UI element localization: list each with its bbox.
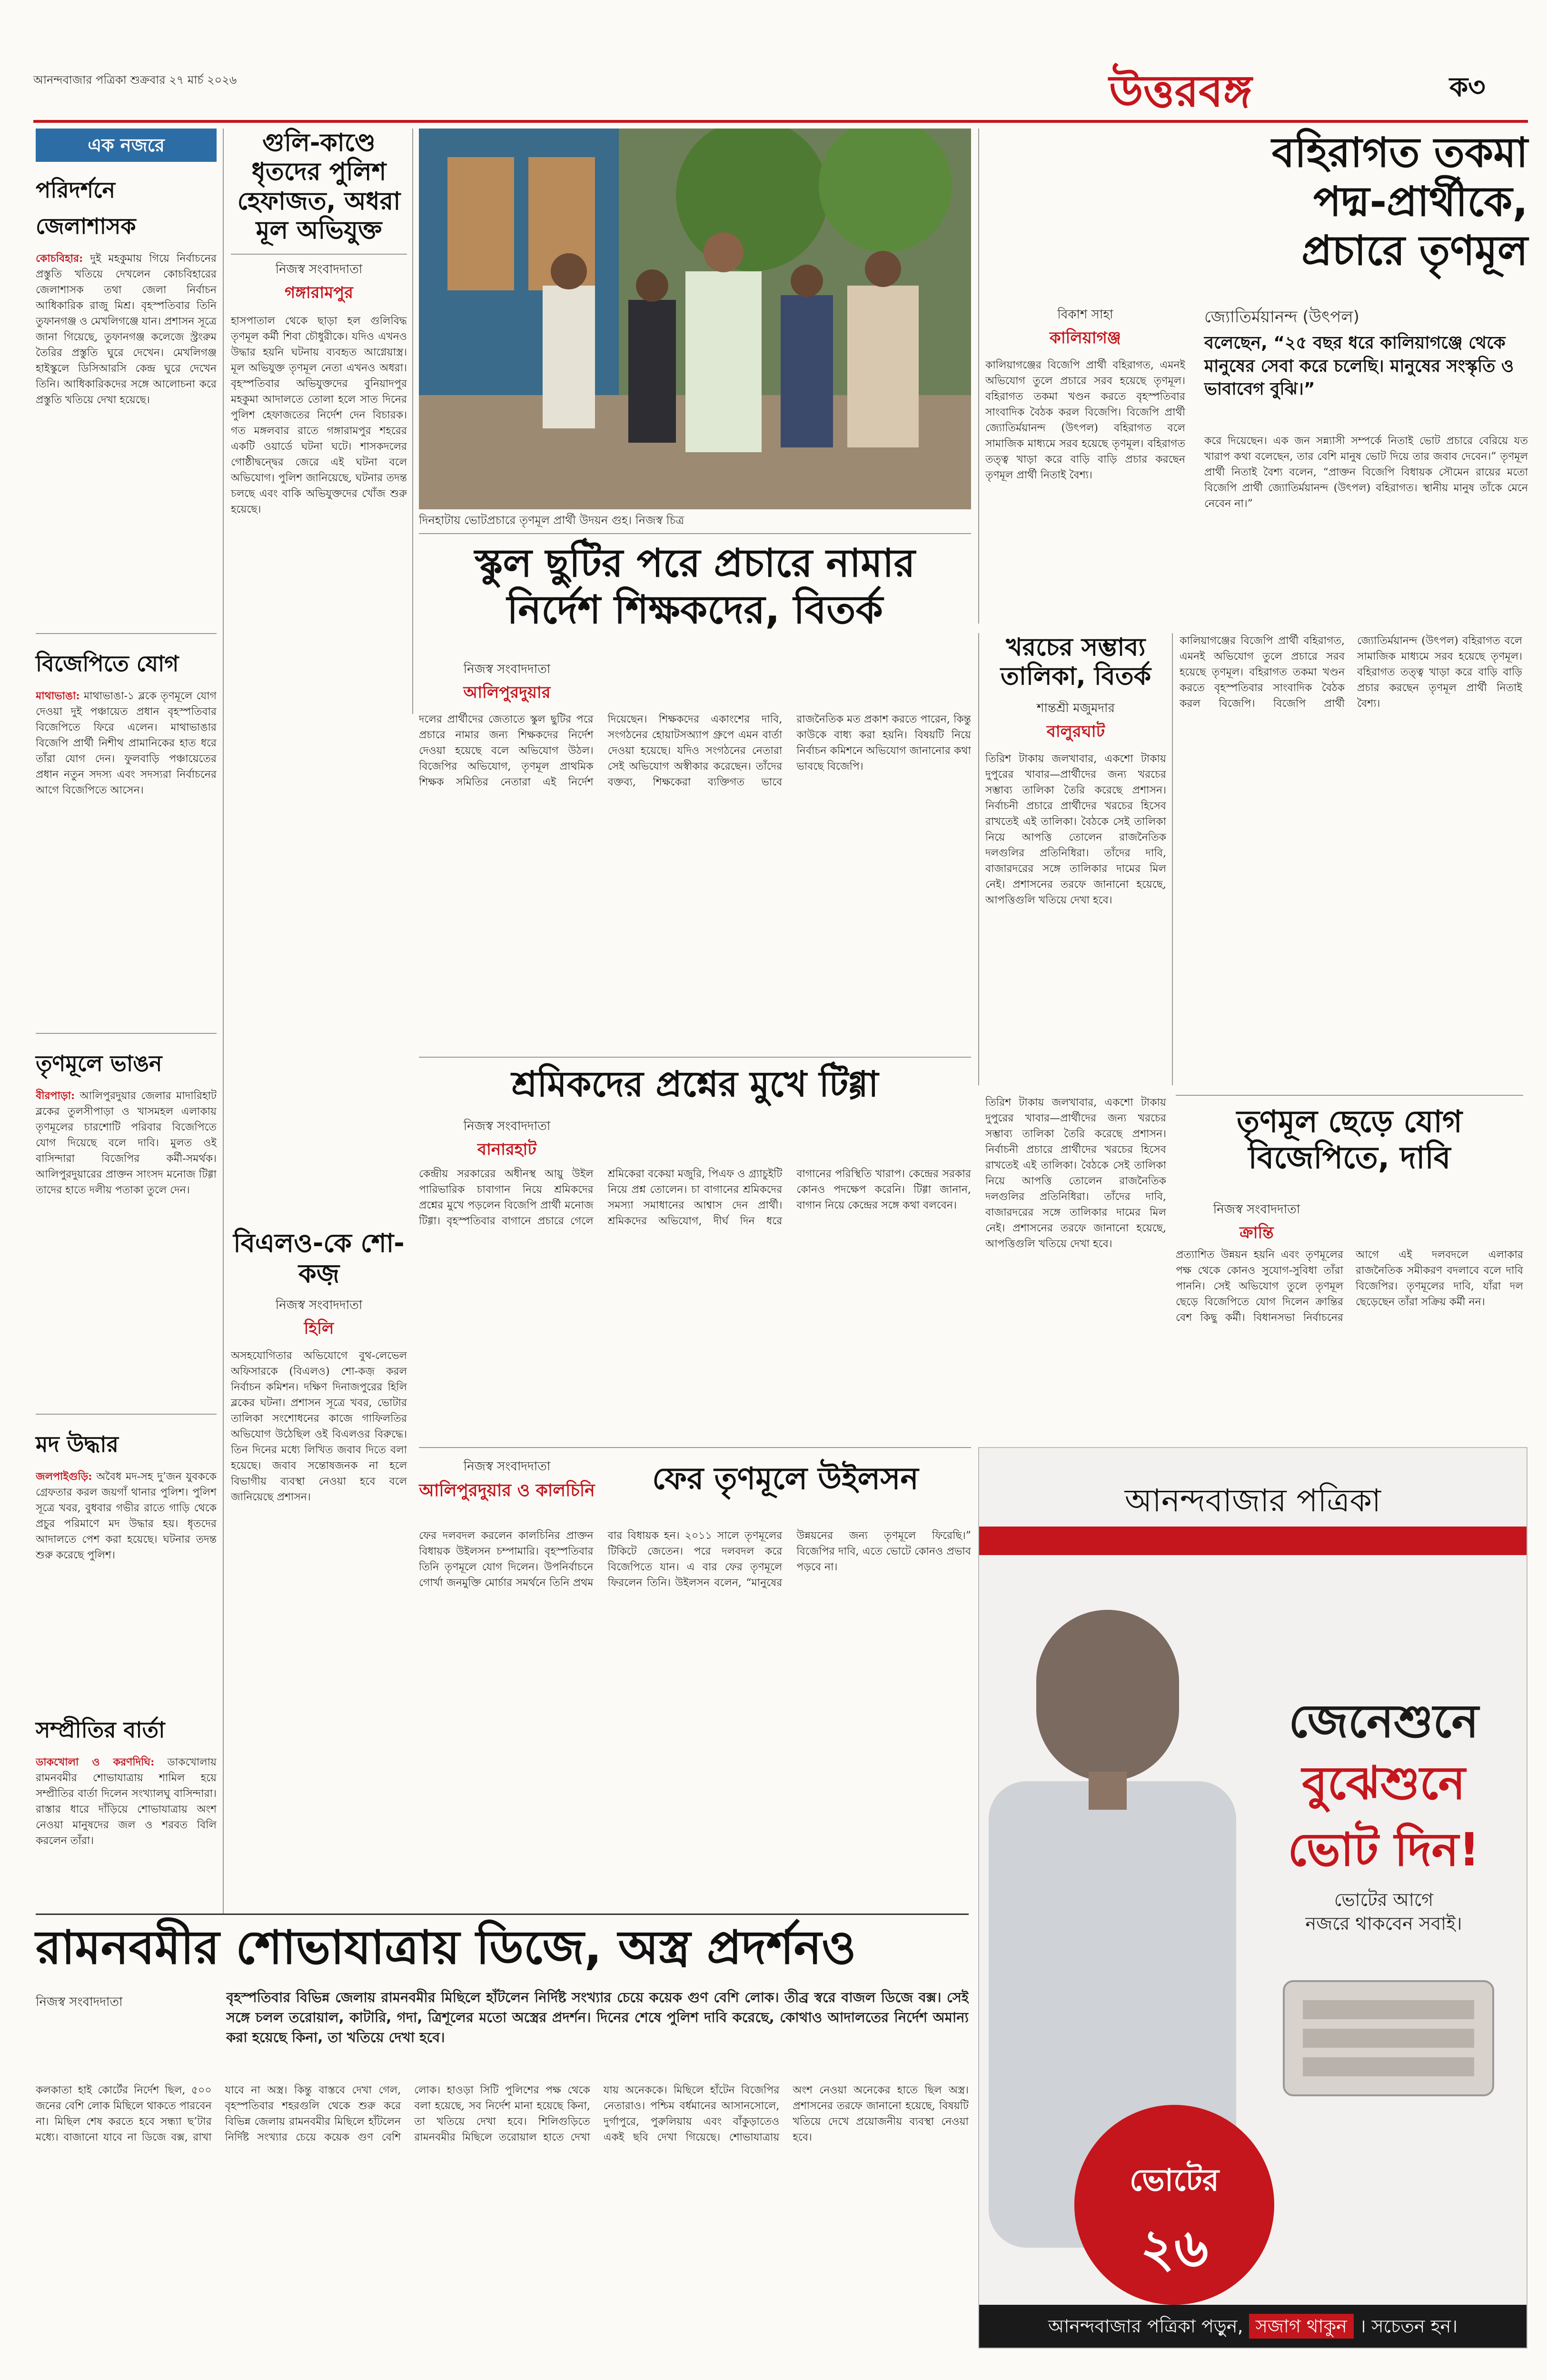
ad-brand-rule	[979, 1527, 1527, 1555]
sidebar-item-place: কোচবিহার:	[36, 252, 83, 265]
masthead-rule	[33, 120, 1528, 123]
sidebar-item	[36, 647, 217, 1021]
ad-footer: আনন্দবাজার পত্রিকা পড়ুন, সজাগ থাকুন । সচেতন হন।	[979, 2305, 1527, 2348]
sidebar-item-heading: সম্প্রীতির বার্তা	[36, 1717, 165, 1743]
story-ramnavami	[36, 1921, 969, 2143]
ad-sub-1: ভোটের আগে	[1334, 1889, 1434, 1910]
sidebar-item-body: দুই মহকুমায় গিয়ে নির্বাচনের প্রস্তুতি খতিয়ে দেখলেন কোচবিহারের জেলাশাসক তথা জেলা নির্বাচন আধিকারিক রাজু মিশ্র। বৃহস্পতিবার তিনি তুফানগঞ্জ ও মেখলিগঞ্জে যান। প্রশাসন সূত্রে জানা গিয়েছে, তুফানগঞ্জ কলেজে স্ট্রংরুম তৈরির প্রস্তুতি ঘুরে দেখেন। মেখলিগঞ্জ হাইস্কুলে ডিসিআরসি কেন্দ্র ঘুরে দেখেন তিনি। আধিকারিকদের সঙ্গে আলোচনা করে প্রস্তুতি খতিয়ে দেখা হয়েছে।	[36, 253, 217, 406]
headline: বহিরাগত তকমা পদ্ম-প্রার্থীকে, প্রচারে তৃণমূল	[1271, 129, 1528, 275]
sidebar-item-place: মাথাভাঙা:	[36, 690, 80, 702]
dateline: হিলি	[304, 1319, 334, 1339]
sidebar-title: এক নজরে	[36, 129, 217, 162]
article-body: তিরিশ টাকায় জলখাবার, একশো টাকায় দুপুরের খাবার—প্রার্থীদের জন্য খরচের সম্ভাব্য তালিকা তৈরি করেছে প্রশাসন। নির্বাচনী প্রচারে প্রার্থীদের খরচের হিসেব রাখতেই এই তালিকা। বৈঠকে সেই তালিকা নিয়ে আপত্তি তোলেন রাজনৈতিক দলগুলির প্রতিনিধিরা। তাঁদের দাবি, বাজারদরের সঙ্গে তালিকার দামের মিল নেই। প্রশাসনের তরফে জানানো হয়েছে, আপত্তিগুলি খতিয়ে দেখা হবে।	[985, 753, 1166, 906]
story-kharach	[985, 633, 1166, 1061]
headline: খরচের সম্ভাব্য তালিকা, বিতর্ক	[1000, 633, 1151, 691]
article-body: কালিয়াগঞ্জের বিজেপি প্রার্থী বহিরাগত, এমনই অভিযোগ তুলে প্রচারে সরব হয়েছে তৃণমূল। বহিরাগত তকমা খণ্ডন করতে বৃহস্পতিবার সাংবাদিক বৈঠক করল বিজেপি। বিজেপি প্রার্থী জ্যোতির্ময়ানন্দ (উৎপল) বহিরাগত বলে সামাজিক মাধ্যমে সরব হয়েছে তৃণমূল। বহিরাগত তত্ত্ব খাড়া করে বাড়ি বাড়ি প্রচার করছেন তৃণমূল প্রার্থী নিতাই বৈশ্য।	[985, 359, 1185, 481]
story-tmc-bjp	[1176, 1104, 1523, 1324]
sidebar-item	[36, 1047, 217, 1402]
ad-badge: ভোটের ২৬	[1074, 2105, 1274, 2305]
pull-quote	[1204, 305, 1528, 401]
article-body: হাসপাতাল থেকে ছাড়া হল গুলিবিদ্ধ তৃণমূল কর্মী শিবা চৌধুরীকে। যদিও এখনও উদ্ধার হয়নি ঘটনায় ব্যবহৃত আগ্নেয়াস্ত্র। মূল অভিযুক্ত তৃণমূল নেতা এখনও অধরা। বৃহস্পতিবার অভিযুক্তদের বুনিয়াদপুর মহকুমা আদালতে তোলা হলে সাত দিনের পুলিশ হেফাজতের নির্দেশ দেন বিচারক। গত মঙ্গলবার রাতে গঙ্গারামপুর শহরের একটি ওয়ার্ডে ঘটনা ঘটে। শাসকদলের গোষ্ঠীদ্বন্দ্বের জেরে এই ঘটনা বলে অভিযোগ। পুলিশ জানিয়েছে, ঘটনার তদন্ত চলছে এবং বাকি অভিযুক্তদের খোঁজ শুরু হয়েছে।	[231, 315, 407, 516]
ad-evm-machine	[1274, 1962, 1503, 2105]
divider	[36, 1914, 969, 1915]
article-body: দলের প্রার্থীদের জেতাতে স্কুল ছুটির পরে প্রচারে নামার জন্য শিক্ষকদের নির্দেশ দেওয়া হয়েছে বলে অভিযোগ উঠল। বিজেপির অভিযোগ, তৃণমূল প্রাথমিক শিক্ষক সমিতির নেতারা এই নির্দেশ দিয়েছেন। শিক্ষকদের একাংশের দাবি, সংগঠনের হোয়াটসঅ্যাপ গ্রুপে এমন বার্তা দেওয়া হয়েছে। যদিও সংগঠনের নেতারা সেই অভিযোগ অস্বীকার করেছেন। তাঁদের বক্তব্য, শিক্ষকেরা ব্যক্তিগত ভাবে রাজনৈতিক মত প্রকাশ করতে পারেন, কিন্তু কাউকে বাধ্য করা হয়নি। বিষয়টি নিয়ে নির্বাচন কমিশনে অভিযোগ জানানোর কথা ভাবছে বিজেপি।	[419, 714, 971, 788]
divider	[1176, 1095, 1523, 1096]
ad-line-1: জেনেশুনে	[1289, 1695, 1479, 1748]
byline: বিকাশ সাহা	[1057, 307, 1113, 322]
page-number: ক৩	[1449, 72, 1486, 103]
divider	[36, 633, 217, 634]
byline: নিজস্ব সংবাদদাতা	[1213, 1202, 1300, 1217]
article-body: কালিয়াগঞ্জের বিজেপি প্রার্থী বহিরাগত, এমনই অভিযোগ তুলে প্রচারে সরব হয়েছে তৃণমূল। বহিরাগত তকমা খণ্ডন করতে বৃহস্পতিবার সাংবাদিক বৈঠক করল বিজেপি। বিজেপি প্রার্থী জ্যোতির্ময়ানন্দ (উৎপল) বহিরাগত বলে সামাজিক মাধ্যমে সরব হয়েছে তৃণমূল। বহিরাগত তত্ত্ব খাড়া করে বাড়ি বাড়ি প্রচার করছেন তৃণমূল প্রার্থী নিতাই বৈশ্য।	[1180, 635, 1522, 710]
sidebar-item-body: ডাকখোলায় রামনবমীর শোভাযাত্রায় শামিল হয়ে সম্প্রীতির বার্তা দিলেন সংখ্যালঘু বাসিন্দারা। রাস্তার ধারে দাঁড়িয়ে শোভাযাত্রায় অংশ নেওয়া মানুষদের জল ও শরবত বিলি করলেন তাঁরা।	[36, 1756, 217, 1847]
ad-brand: আনন্দবাজার পত্রিকা	[1124, 1482, 1381, 1519]
sidebar-item-place: জলপাইগুড়ি:	[36, 1470, 92, 1483]
sidebar-item-heading: মদ উদ্ধার	[36, 1431, 119, 1457]
column-divider	[978, 129, 979, 624]
sidebar-item-body: মাথাভাঙা-১ ব্লকে তৃণমূলে যোগ দেওয়া দুই পঞ্চায়েত প্রধান বৃহস্পতিবার বিজেপিতে ফিরে এলেন। মাথাভাঙার বিজেপি প্রার্থী নিশীথ প্রামানিকের হাত ধরে তাঁরা যোগ দেন। ফুলবাড়ি পঞ্চায়েতের প্রধান নতুন সদস্য এবং সদস্যরা নির্বাচনের আগে বিজেপিতে আসেন।	[36, 690, 217, 796]
article-body: প্রত্যাশিত উন্নয়ন হয়নি এবং তৃণমূলের পক্ষ থেকে কোনও সুযোগ-সুবিধা তাঁরা পাননি। সেই অভিযোগ তুলে তৃণমূল ছেড়ে বিজেপিতে যোগ দিলেন ক্রান্তির বেশ কিছু কর্মী। বিধানসভা নির্বাচনের আগে এই দলবদলে এলাকার রাজনৈতিক সমীকরণ বদলাবে বলে দাবি বিজেপির। তৃণমূলের দাবি, যাঁরা দল ছেড়েছেন তাঁরা সক্রিয় কর্মী নন।	[1176, 1249, 1523, 1324]
article-body: কেন্দ্রীয় সরকারের অধীনস্থ আয়ু উইল পারিভারিক চাবাগান নিয়ে শ্রমিকদের প্রশ্নের মুখে পড়লেন বিজেপি প্রার্থী মনোজ টিগ্গা। বৃহস্পতিবার বাগানে প্রচারে গেলে শ্রমিকেরা বকেয়া মজুরি, পিএফ ও গ্র্যাচুইটি নিয়ে প্রশ্ন তোলেন। চা বাগানের শ্রমিকদের সমস্যা সমাধানের আশ্বাস দেন প্রার্থী। শ্রমিকদের অভিযোগ, দীর্ঘ দিন ধরে বাগানের পরিস্থিতি খারাপ। কেন্দ্রের সরকার কোনও পদক্ষেপ করেনি। টিগ্গা জানান, বাগান নিয়ে কেন্দ্রের সঙ্গে কথা বলবেন।	[419, 1168, 971, 1227]
byline: নিজস্ব সংবাদদাতা	[463, 1459, 551, 1474]
byline: নিজস্ব সংবাদদাতা	[36, 1995, 123, 2009]
dateline: বালুরঘাট	[1046, 722, 1105, 741]
sidebar-item-place: বীরপাড়া:	[36, 1090, 75, 1102]
divider	[419, 533, 971, 534]
byline: নিজস্ব সংবাদদাতা	[463, 1119, 551, 1133]
byline: নিজস্ব সংবাদদাতা	[463, 662, 551, 676]
advertisement	[978, 1447, 1527, 2349]
headline: বিএলও-কে শো-কজ়	[233, 1228, 405, 1289]
headline: স্কুল ছুটির পরে প্রচারে নামার নির্দেশ শিক্ষকদের, বিতর্ক	[475, 541, 915, 633]
divider	[419, 1447, 971, 1448]
divider	[36, 1033, 217, 1034]
sidebar-item-body: আলিপুরদুয়ার জেলার মাদারিহাট ব্লকের তুলসীপাড়া ও খাসমহল এলাকায় তৃণমূলের চারশোটি পরিবার বিজেপিতে যোগ দিয়েছে বলে দাবি। মুলত ওই বাসিন্দারা বিজেপির কর্মী-সমর্থক। আলিপুরদুয়ারের প্রাক্তন সাংসদ মনোজ টিগ্গা তাদের হাতে দলীয় পতাকা তুলে দেন।	[36, 1090, 217, 1196]
headline: তৃণমূল ছেড়ে যোগ বিজেপিতে, দাবি	[1236, 1104, 1462, 1176]
divider	[36, 1414, 217, 1415]
divider	[419, 1057, 971, 1058]
article-body: অসহযোগিতার অভিযোগে বুথ-লেভেল অফিসারকে (বিএলও) শো-কজ় করল নির্বাচন কমিশন। দক্ষিণ দিনাজপুরের হিলি ব্লকের ঘটনা। প্রশাসন সূত্রে খবর, ভোটার তালিকা সংশোধনের কাজে গাফিলতির অভিযোগ উঠেছিল ওই বিএলওর বিরুদ্ধে। তিন দিনের মধ্যে লিখিত জবাব দিতে বলা হয়েছে। জবাব সন্তোষজনক না হলে বিভাগীয় ব্যবস্থা নেওয়া হবে বলে জানিয়েছে প্রশাসন।	[231, 1350, 407, 1504]
headline: রামনবমীর শোভাযাত্রায় ডিজে, অস্ত্র প্রদর্শনও	[36, 1921, 856, 1975]
article-body: করে দিয়েছেন। এক জন সন্ন্যাসী সম্পর্কে নিতাই ভোট প্রচারে বেরিয়ে যত খারাপ কথা বলেছেন, তার বেশি মানুষ ভোট দিয়ে তার জবাব দেবেন।” তৃণমূল প্রার্থী নিতাই বৈশ্য বলেন, “প্রাক্তন বিজেপি বিধায়ক সৌমেন রায়ের মতো বিজেপি প্রার্থী জ্যোতির্ময়ানন্দ (উৎপল) বহিরাগত। স্থানীয় মানুষ তাঁকে মেনে নেবেন না।”	[1204, 435, 1528, 510]
sidebar-item-place: ডাকখোলা ও করণদিঘি:	[36, 1756, 155, 1768]
headline: ফের তৃণমূলে উইলসন	[652, 1461, 919, 1497]
sidebar-item	[36, 174, 217, 655]
headline: শ্রমিকদের প্রশ্নের মুখে টিগ্গা	[511, 1064, 879, 1105]
column-divider	[1172, 633, 1173, 1085]
dateline: কালিয়াগঞ্জ	[1050, 328, 1121, 347]
lede: বৃহস্পতিবার বিভিন্ন জেলায় রামনবমীর মিছিলে হাঁটলেন নির্দিষ্ট সংখ্যার চেয়ে কয়েক গুণ বেশি লোক। তীব্র স্বরে বাজল ডিজে বক্স। সেই সঙ্গে চলল তরোয়াল, কাটারি, গদা, ত্রিশূলের মতো অস্ত্রের প্রদর্শন। দিনের শেষে পুলিশ দাবি করেছে, কোথাও আদালতের নির্দেশ অমান্য করা হয়েছে কিনা, তা খতিয়ে দেখা হবে।	[226, 1989, 969, 2045]
dateline: গঙ্গারামপুর	[285, 283, 353, 303]
sidebar-item-heading: বিজেপিতে যোগ	[36, 651, 179, 676]
sidebar-item-heading: পরিদর্শনে জেলাশাসক	[36, 177, 136, 239]
story-tigga	[419, 1064, 971, 1227]
sidebar	[36, 129, 217, 1709]
quote-text: বলেছেন, “২৫ বছর ধরে কালিয়াগঞ্জে থেকে মানুষের সেবা করে চলেছি। মানুষের সংস্কৃতি ও ভাবাবেগ বুঝি।”	[1204, 333, 1514, 399]
byline: নিজস্ব সংবাদদাতা	[275, 1298, 363, 1313]
quote-speaker: জ্যোতির্ময়ানন্দ (উৎপল)	[1204, 307, 1359, 327]
story-blo	[231, 1228, 407, 1719]
column-divider	[223, 129, 224, 1914]
story-school	[419, 540, 971, 788]
headline: গুলি-কাণ্ডে ধৃতদের পুলিশ হেফাজত, অধরা মূল অভিযুক্ত	[237, 129, 401, 245]
dateline: আলিপুরদুয়ার ও কালচিনি	[419, 1481, 595, 1500]
byline: শান্তশ্রী মজুমদার	[1037, 701, 1115, 715]
sidebar-item	[36, 1714, 217, 1935]
sidebar-item-heading: তৃণমূলে ভাঙন	[36, 1051, 162, 1076]
story-guli	[231, 129, 407, 1165]
ad-line-2: বুঝেশুনে	[1302, 1756, 1466, 1810]
article-body: কলকাতা হাই কোর্টের নির্দেশ ছিল, ৫০০ জনের বেশি লোক মিছিলে থাকতে পারবেন না। মিছিল শেষ করতে হবে সন্ধ্যা ছ’টার মধ্যে। বাজানো যাবে না ডিজে বক্স, রাখা যাবে না অস্ত্র। কিন্তু বাস্তবে দেখা গেল, বৃহস্পতিবার শহরগুলি থেকে শুরু করে বিভিন্ন জেলায় রামনবমীর মিছিলে হাঁটলেন নির্দিষ্ট সংখ্যার চেয়ে কয়েক গুণ বেশি লোক। হাওড়া সিটি পুলিশের পক্ষ থেকে বলা হয়েছে, সব নির্দেশ মানা হয়েছে কিনা, তা খতিয়ে দেখা হবে। শিলিগুড়িতে রামনবমীর মিছিলে তরোয়াল হাতে দেখা যায় অনেককে। মিছিলে হাঁটেন বিজেপির নেতারাও। পশ্চিম বর্ধমানের আসানসোলে, দুর্গাপুরে, পুরুলিয়ায় এবং বাঁকুড়াতেও একই ছবি দেখা গিয়েছে। শোভাযাত্রায় অংশ নেওয়া অনেকের হাতে ছিল অস্ত্র। প্রশাসনের তরফে জানানো হয়েছে, বিষয়টি খতিয়ে দেখে প্রয়োজনীয় ব্যবস্থা নেওয়া হবে।	[36, 2084, 969, 2143]
sidebar-item-body: অবৈধ মদ-সহ দু’জন যুবককে গ্রেফতার করল জয়গাঁ থানার পুলিশ। পুলিশ সূত্রে খবর, বুধবার গভীর রাতে গাড়ি থেকে প্রচুর পরিমাণে মদ উদ্ধার হয়। ধৃতদের আদালতে পেশ করা হয়েছে। ঘটনার তদন্ত শুরু করেছে পুলিশ।	[36, 1471, 217, 1561]
ad-sub-2: নজরে থাকবেন সবাই।	[1305, 1913, 1462, 1934]
paper-date: আনন্দবাজার পত্রিকা শুক্রবার ২৭ মার্চ ২০২৬	[33, 73, 237, 87]
photo-illustration	[419, 129, 971, 509]
photo-caption: দিনহাটায় ভোটপ্রচারে তৃণমূল প্রার্থী উদয়ন গুহ। নিজস্ব চিত্র	[419, 514, 684, 527]
dateline: আলিপুরদুয়ার	[463, 683, 551, 702]
article-body: তিরিশ টাকায় জলখাবার, একশো টাকায় দুপুরের খাবার—প্রার্থীদের জন্য খরচের সম্ভাব্য তালিকা তৈরি করেছে প্রশাসন। নির্বাচনী প্রচারে প্রার্থীদের খরচের হিসেব রাখতেই এই তালিকা। বৈঠকে সেই তালিকা নিয়ে আপত্তি তোলেন রাজনৈতিক দলগুলির প্রতিনিধিরা। তাঁদের দাবি, বাজারদরের সঙ্গে তালিকার দামের মিল নেই। প্রশাসনের তরফে জানানো হয়েছে, আপত্তিগুলি খতিয়ে দেখা হবে।	[985, 1097, 1166, 1250]
byline: নিজস্ব সংবাদদাতা	[275, 262, 363, 277]
article-body: ফের দলবদল করলেন কালচিনির প্রাক্তন বিধায়ক উইলসন চম্পামারি। বৃহস্পতিবার তিনি তৃণমূলে যোগ দিলেন। উপনির্বাচনে গোর্খা জনমুক্তি মোর্চার সমর্থনে তিনি প্রথম বার বিধায়ক হন। ২০১১ সালে তৃণমূলের টিকিটে জেতেন। পরে দলবদল করে বিজেপিতে যান। এ বার ফের তৃণমূলে ফিরলেন তিনি। উইলসন বলেন, “মানুষের উন্নয়নের জন্য তৃণমূলে ফিরেছি।” বিজেপির দাবি, এতে ভোটে কোনও প্রভাব পড়বে না।	[419, 1530, 971, 1589]
column-divider	[412, 129, 413, 714]
story-bahiragata	[985, 129, 1528, 510]
masthead	[33, 57, 1528, 124]
sidebar-item	[36, 1428, 217, 1626]
news-photo	[419, 129, 971, 509]
column-divider	[978, 633, 979, 1085]
ad-line-3: ভোট দিন!	[1288, 1823, 1480, 1876]
section-title: উত্তরবঙ্গ	[1109, 66, 1252, 117]
dateline: ক্রান্তি	[1240, 1223, 1274, 1242]
dateline: বানারহাট	[477, 1140, 536, 1159]
